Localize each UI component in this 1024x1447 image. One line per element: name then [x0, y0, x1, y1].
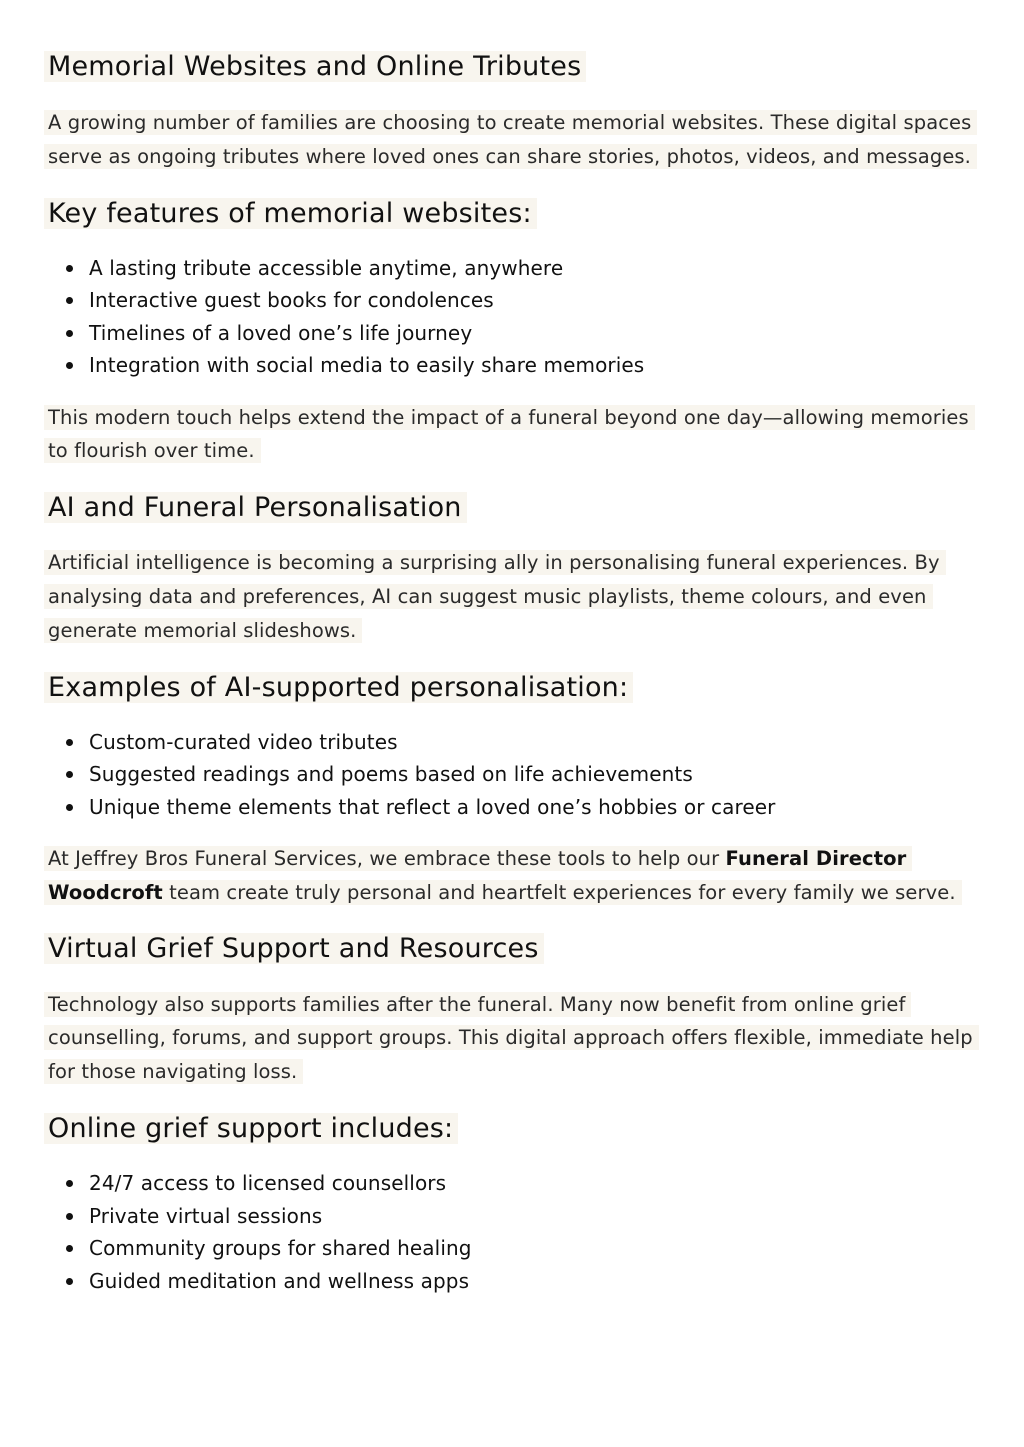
- bullet-icon: [66, 362, 73, 369]
- bullet-icon: [66, 265, 73, 272]
- bullet-icon: [66, 1245, 73, 1252]
- bullet-icon: [66, 1213, 73, 1220]
- list-item-text: Guided meditation and wellness apps: [89, 1268, 470, 1293]
- list-item: [44, 1265, 984, 1298]
- bullet-icon: [66, 804, 73, 811]
- paragraph-modern-touch: [44, 401, 984, 469]
- list-item-text: Private virtual sessions: [89, 1203, 323, 1228]
- list-item-text: Integration with social media to easily share memories: [89, 353, 645, 378]
- list-item-text: 24/7 access to licensed counsellors: [89, 1171, 447, 1196]
- section-heading-ai-personalisation: [44, 487, 984, 528]
- online-grief-support-list: [44, 1167, 984, 1297]
- list-item: [44, 1200, 984, 1233]
- ai-examples-list: [44, 726, 984, 824]
- bullet-icon: [66, 739, 73, 746]
- funeral-director-woodcroft-text: Funeral Director Woodcroft: [48, 847, 907, 904]
- list-item: [44, 726, 984, 759]
- heading-text: Key features of memorial websites:: [44, 198, 537, 229]
- section-heading-online-grief-support: [44, 1108, 984, 1149]
- paragraph-text: Artificial intelligence is becoming a surprising ally in personalising funeral experiences. By analysing data and preferences, AI can suggest music playlists, theme colours, and even generate memorial slideshows.: [44, 550, 946, 643]
- heading-text: AI and Funeral Personalisation: [44, 492, 467, 523]
- list-item-text: Community groups for shared healing: [89, 1236, 472, 1261]
- list-item: [44, 284, 984, 317]
- list-item-text: Interactive guest books for condolences: [89, 288, 494, 313]
- paragraph-text: [44, 846, 962, 905]
- bullet-icon: [66, 771, 73, 778]
- list-item: [44, 1232, 984, 1265]
- bullet-icon: [66, 330, 73, 337]
- list-item-text: A lasting tribute accessible anytime, anywhere: [89, 255, 564, 280]
- list-item: [44, 317, 984, 350]
- list-item-text: Custom-curated video tributes: [89, 729, 398, 754]
- paragraph-text: This modern touch helps extend the impact of a funeral beyond one day—allowing memories to flourish over time.: [44, 405, 975, 464]
- heading-text: Memorial Websites and Online Tributes: [44, 51, 586, 82]
- paragraph-text: A growing number of families are choosing to create memorial websites. These digital spaces serve as ongoing tributes where loved ones can share stories, photos, videos, and messages.: [44, 110, 977, 169]
- paragraph-virtual-grief-support: [44, 988, 984, 1089]
- paragraph-text-end: team create truly personal and heartfelt experiences for every family we serve.: [162, 880, 956, 904]
- list-item: [44, 1167, 984, 1200]
- bullet-icon: [66, 297, 73, 304]
- list-item: [44, 349, 984, 382]
- list-item-text: Timelines of a loved one’s life journey: [89, 320, 473, 345]
- list-item-text: Unique theme elements that reflect a loved one’s hobbies or career: [89, 794, 776, 819]
- paragraph-text-start: At Jeffrey Bros Funeral Services, we embrace these tools to help our: [48, 847, 726, 871]
- paragraph-memorial-websites: [44, 106, 984, 174]
- bullet-icon: [66, 1180, 73, 1187]
- bullet-icon: [66, 1278, 73, 1285]
- paragraph-ai-personalisation: [44, 546, 984, 647]
- key-features-list: [44, 252, 984, 382]
- section-heading-virtual-grief-support: [44, 928, 984, 969]
- list-item: [44, 758, 984, 791]
- paragraph-text: Technology also supports families after the funeral. Many now benefit from online grief counselling, forums, and support groups. This digital approach offers flexible, immediate help for those navigating loss.: [44, 992, 979, 1085]
- section-heading-key-features: [44, 193, 984, 234]
- heading-text: Online grief support includes:: [44, 1113, 458, 1144]
- heading-text: Examples of AI-supported personalisation:: [44, 672, 633, 703]
- paragraph-jeffrey-bros: [44, 842, 984, 910]
- heading-text: Virtual Grief Support and Resources: [44, 933, 544, 964]
- list-item-text: Suggested readings and poems based on life achievements: [89, 762, 693, 787]
- section-heading-memorial-websites: [44, 46, 984, 87]
- article-body: [44, 46, 984, 1297]
- list-item: [44, 252, 984, 285]
- section-heading-ai-examples: [44, 667, 984, 708]
- list-item: [44, 791, 984, 824]
